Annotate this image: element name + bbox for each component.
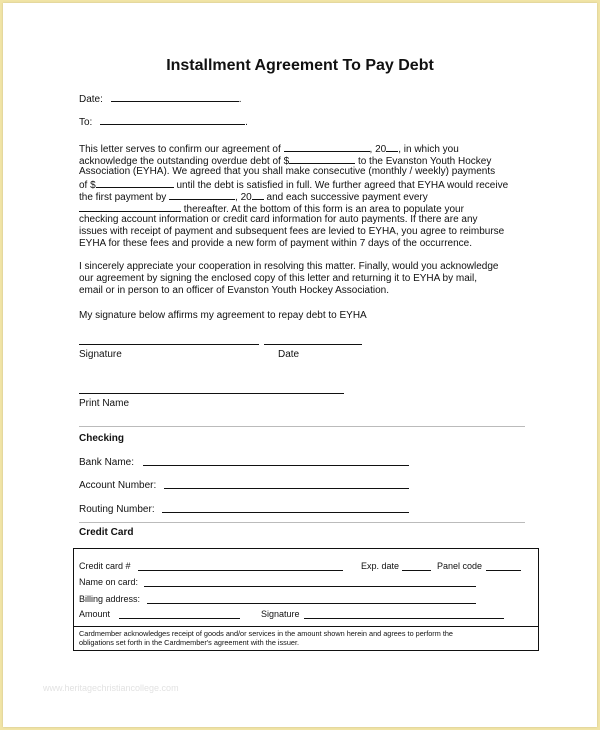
account-number-label: Account Number: xyxy=(79,480,157,491)
panel-code-label: Panel code xyxy=(437,561,483,571)
to-label: To: xyxy=(79,117,93,128)
para1-line4: of $ until the debt is satisfied in full. We further agreed that EYHA would receive xyxy=(79,180,509,191)
exp-date-label: Exp. date xyxy=(361,561,400,571)
checking-heading: Checking xyxy=(79,433,125,444)
billing-address-label: Billing address: xyxy=(79,594,141,604)
para2-line1: I sincerely appreciate your cooperation in resolving this matter. Finally, would you acknowledge xyxy=(79,261,499,272)
name-on-card-field[interactable] xyxy=(144,586,476,587)
section-divider-2 xyxy=(79,522,525,523)
panel-code-field[interactable] xyxy=(486,570,521,571)
date-row: Date: . xyxy=(79,94,242,105)
para1-line3: Association (EYHA). We agreed that you shall make consecutive (monthly / weekly) payments xyxy=(79,166,496,177)
billing-address-field[interactable] xyxy=(147,603,476,604)
agreement-date-blank[interactable] xyxy=(284,142,370,152)
agreement-year-blank[interactable] xyxy=(386,142,398,152)
page-title: Installment Agreement To Pay Debt xyxy=(166,57,434,74)
section-divider xyxy=(79,426,525,427)
routing-number-label: Routing Number: xyxy=(79,504,155,515)
cc-signature-field[interactable] xyxy=(304,618,504,619)
para1-line2: acknowledge the outstanding overdue debt of $ to the Evanston Youth Hockey xyxy=(79,156,492,167)
first-payment-date-blank[interactable] xyxy=(169,190,235,200)
credit-card-heading: Credit Card xyxy=(79,527,134,538)
disclaimer-line2: obligations set forth in the Cardmember's agreement with the issuer. xyxy=(79,638,300,647)
to-blank[interactable] xyxy=(100,115,245,125)
para2-line3: email or in person to an officer of Evanston Youth Hockey Association. xyxy=(79,285,389,296)
print-name-line[interactable] xyxy=(79,393,344,394)
signature-label: Signature xyxy=(79,349,122,360)
payment-frequency-blank[interactable] xyxy=(79,202,181,212)
to-row: To: . xyxy=(79,117,248,128)
print-name-label: Print Name xyxy=(79,398,130,409)
amount-field[interactable] xyxy=(119,618,240,619)
para1-line1: This letter serves to confirm our agreement of , 20 , in which you xyxy=(79,144,459,155)
para1-line6: thereafter. At the bottom of this form is an area to populate your xyxy=(79,202,464,216)
card-number-label: Credit card # xyxy=(79,561,131,571)
para1-line7: checking account information or credit card information for auto payments. If there are any xyxy=(79,214,478,225)
debt-amount-blank[interactable] xyxy=(289,154,355,164)
routing-number-field[interactable] xyxy=(162,512,409,513)
watermark: www.heritagechristiancollege.com xyxy=(43,683,179,693)
para2-line2: our agreement by signing the enclosed copy of this letter and returning it to EYHA by mail, xyxy=(79,273,477,284)
credit-card-box xyxy=(73,548,539,628)
para1-line8: issues with receipt of payment and subsequent fees are levied to EYHA, you agree to reimburse xyxy=(79,226,505,237)
signature-line[interactable] xyxy=(79,344,259,345)
date-blank[interactable] xyxy=(111,92,239,102)
account-number-field[interactable] xyxy=(164,488,409,489)
date-label: Date: xyxy=(79,94,103,105)
signature-date-label: Date xyxy=(278,349,300,360)
disclaimer-line1: Cardmember acknowledges receipt of goods and/or services in the amount shown herein and agrees to perform the xyxy=(79,629,453,638)
card-number-field[interactable] xyxy=(138,570,343,571)
first-payment-year-blank[interactable] xyxy=(252,190,264,200)
payment-amount-blank[interactable] xyxy=(96,178,174,188)
exp-date-field[interactable] xyxy=(402,570,431,571)
para1-line9: EYHA for these fees and provide a new form of payment within 7 days of the occurrence. xyxy=(79,238,472,249)
document-page xyxy=(3,3,597,727)
affirm-text: My signature below affirms my agreement to repay debt to EYHA xyxy=(79,310,367,321)
name-on-card-label: Name on card: xyxy=(79,577,139,587)
bank-name-label: Bank Name: xyxy=(79,457,135,468)
cc-signature-label: Signature xyxy=(261,609,300,619)
amount-label: Amount xyxy=(79,609,111,619)
para1-line5: the first payment by , 20 and each successive payment every xyxy=(79,192,428,203)
signature-date-line[interactable] xyxy=(264,344,362,345)
bank-name-field[interactable] xyxy=(143,465,409,466)
